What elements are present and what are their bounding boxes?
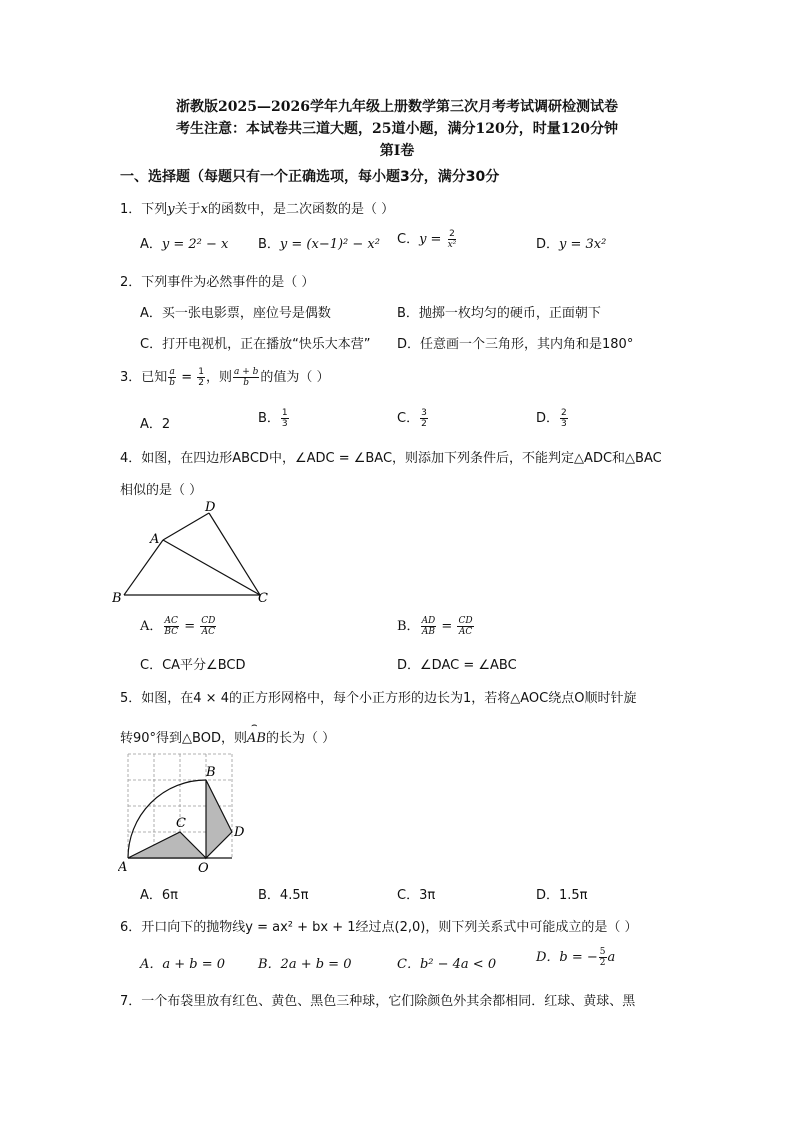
grid-label-a: A	[118, 860, 128, 874]
triangle-aoc	[128, 832, 206, 858]
segment-ac	[163, 540, 260, 595]
question-3-option-b: B． $\frac{1}{3}$	[258, 408, 288, 429]
vertex-label-a: A	[150, 532, 160, 547]
triangle-bod	[206, 780, 232, 858]
arc-ab-label: ⌢ AB	[246, 720, 266, 746]
question-6-stem: 6．开口向下的抛物线y = ax² + bx + 1经过点(2,0)，则下列关系式中可能成立的是（ ）	[120, 920, 638, 935]
question-5-stem-line-1: 5．如图，在4 × 4的正方形网格中，每个小正方形的边长为1，若将△AOC绕点O顺时针旋	[120, 691, 637, 706]
question-5-stem-line-2: 转90°得到△BOD，则 ⌢ AB的长为（ ）	[120, 720, 336, 746]
question-2-stem: 2．下列事件为必然事件的是（ ）	[120, 275, 315, 290]
question-5-option-c: C．3π	[397, 888, 436, 903]
question-2-option-a: A．买一张电影票，座位号是偶数	[140, 306, 331, 321]
question-1-stem: 1．下列y关于x的函数中，是二次函数的是（ ）	[120, 202, 395, 217]
question-3-stem: 3．已知 $\frac{a}{b}$ = $\frac{1}{2}$ ，则 $\frac{a + b}{b}$ 的值为（ ）	[120, 367, 330, 388]
question-4-option-d: D．∠DAC = ∠ABC	[397, 658, 517, 673]
question-4-stem-line-1: 4．如图，在四边形ABCD中，∠ADC = ∠BAC，则添加下列条件后，不能判定△ADC和△BAC	[120, 451, 662, 466]
exam-notice: 考生注意：本试卷共三道大题，25道小题，满分120分，时量120分钟	[176, 121, 618, 137]
question-6-option-b: B．2a + b = 0	[258, 957, 352, 972]
part-label: 第I卷	[379, 143, 415, 159]
segment-ad	[163, 513, 209, 540]
question-6-option-a: A．a + b = 0	[140, 957, 226, 972]
quadrilateral-figure	[112, 498, 282, 608]
question-1-option-d: D．y = 3x²	[536, 237, 607, 252]
grid-label-o: O	[198, 861, 209, 874]
question-2-option-b: B．抛掷一枚均匀的硬币，正面朝下	[397, 306, 601, 321]
vertex-label-b: B	[112, 591, 122, 606]
grid-rotation-figure	[118, 746, 253, 874]
question-6-option-d: D．b = − $\frac{5}{2}$ a	[536, 947, 616, 968]
question-3-option-c: C． $\frac{3}{2}$	[397, 408, 427, 429]
question-6-option-c: C．b² − 4a < 0	[397, 957, 497, 972]
question-1-option-a: A．y = 2² − x	[140, 237, 229, 252]
segment-ab	[124, 540, 163, 595]
question-4-option-a: A． $\frac{AC}{BC}$ = $\frac{CD}{AC}$	[140, 616, 216, 637]
segment-dc	[209, 513, 260, 595]
question-3-option-a: A．2	[140, 417, 171, 432]
vertex-label-c: C	[258, 591, 268, 606]
grid-label-d: D	[234, 825, 245, 840]
question-1-option-b: B．y = (x−1)² − x²	[258, 237, 380, 252]
grid-label-b: B	[206, 765, 216, 780]
question-5-option-b: B．4.5π	[258, 888, 309, 903]
question-4-option-b: B． $\frac{AD}{AB}$ = $\frac{CD}{AC}$	[397, 616, 473, 637]
question-7-stem: 7．一个布袋里放有红色、黄色、黑色三种球，它们除颜色外其余都相同．红球、黄球、黑	[120, 994, 636, 1009]
question-5-option-d: D．1.5π	[536, 888, 588, 903]
question-1-option-c: C．y = $\frac{2}{\text{x²}}$	[397, 229, 457, 250]
question-3-option-d: D． $\frac{2}{3}$	[536, 408, 567, 429]
question-2-option-c: C．打开电视机，正在播放“快乐大本营”	[140, 337, 371, 352]
question-4-option-c: C．CA平分∠BCD	[140, 658, 246, 673]
section-heading: 一、选择题（每题只有一个正确选项，每小题3分，满分30分	[120, 169, 500, 185]
grid-label-c: C	[176, 816, 186, 831]
question-2-option-d: D．任意画一个三角形，其内角和是180°	[397, 337, 634, 352]
question-5-option-a: A．6π	[140, 888, 178, 903]
vertex-label-d: D	[205, 500, 216, 515]
exam-title: 浙教版2025—2026学年九年级上册数学第三次月考考试调研检测试卷	[176, 99, 618, 115]
question-4-stem-line-2: 相似的是（ ）	[120, 483, 203, 498]
